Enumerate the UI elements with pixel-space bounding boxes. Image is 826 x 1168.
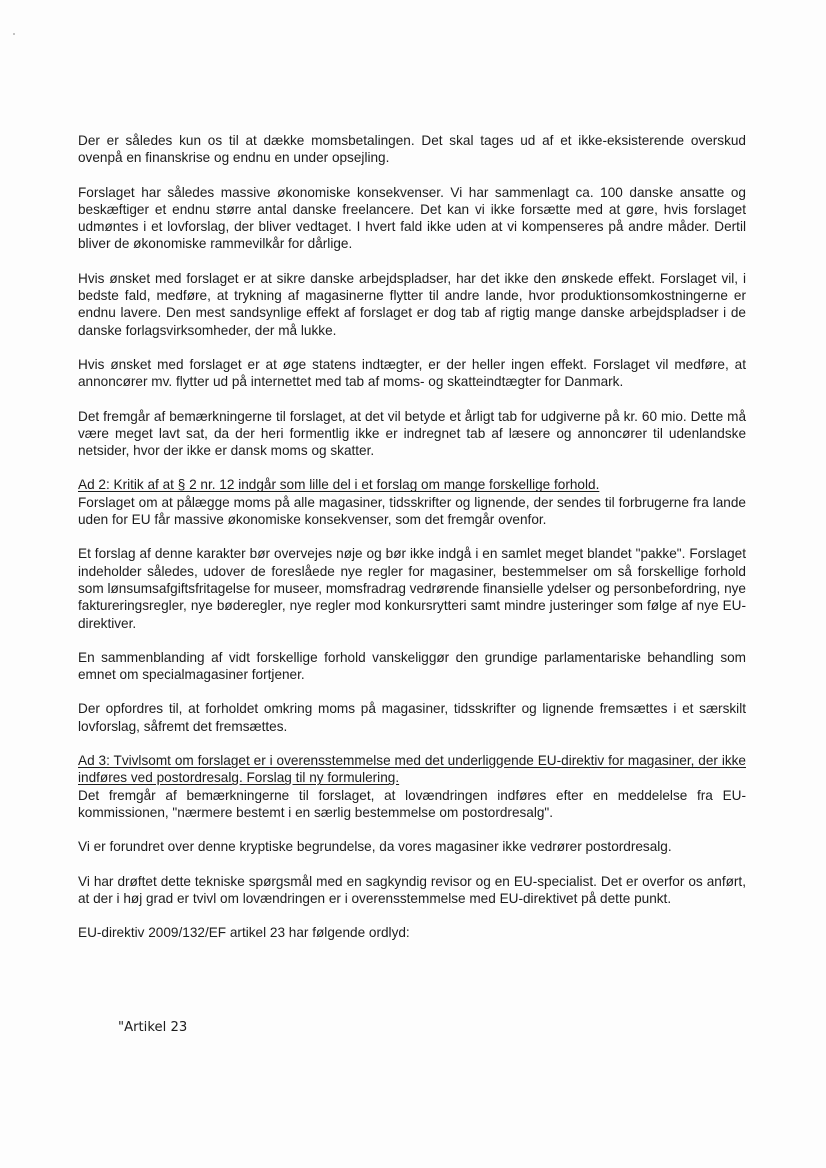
paragraph-sammenblanding: En sammenblanding af vidt forskellige forhold vanskeliggør den grundige parlamentariske behandling som emnet om specialmagasiner fortjener. xyxy=(78,649,746,683)
paragraph-aarligt-tab: Det fremgår af bemærkningerne til forslaget, at det vil betyde et årligt tab for udgiverne på kr. 60 mio. Dette må være meget lavt sat, da der heri formentlig ikke er indregnet tab af læsere og annoncører til udenlandske netsider, hvor der ikke er dansk moms og skatter. xyxy=(78,408,746,459)
paragraph-momsbetaling: Der er således kun os til at dække momsbetalingen. Det skal tages ud af et ikke-eksisterende overskud ovenpå en finanskrise og endnu en under opsejling. xyxy=(78,133,746,166)
quote-artikel: "Artikel 23 xyxy=(118,1020,188,1035)
paragraph-samlet-pakke: Et forslag af denne karakter bør overvejes nøje og bør ikke indgå i en samlet meget blandet "pakke". Forslaget indeholder således, udover de foreslåede nye regler for magasiner, bestemmelser om så forskellige forhold som lønsumsafgiftsfritagelse for museer, momsfradrag vedrørende finansielle ydelser og personbefordring, nye faktureringsregler, nye bøderegler, nye regler mod konkursrytteri samt mindre justeringer som følge af nye EU-direktiver. xyxy=(78,546,746,631)
paragraph-saerskilt-lovforslag: Der opfordres til, at forholdet omkring moms på magasiner, tidsskrifter og lignende fremsættes i et særskilt lovforslag, såfremt det fremsættes. xyxy=(78,701,746,734)
paragraph-arbejdspladser: Hvis ønsket med forslaget er at sikre danske arbejdspladser, har det ikke den ønskede effekt. Forslaget vil, i bedste fald, medføre, at trykning af magasinerne flytter til andre lande, hvor produktionsomkostningerne er endnu lavere. Den mest sandsynlige effekt af forslaget er dog tab af rigtig mange danske arbejdspladser i de danske forlagsvirksomheder, der må lukke. xyxy=(78,270,746,338)
document-body xyxy=(78,132,746,941)
paragraph-konsekvenser: Forslaget har således massive økonomiske konsekvenser. Vi har sammenlagt ca. 100 danske ansatte og beskæftiger et endnu større antal danske freelancere. Det kan vi ikke forsætte med at gøre, hvis forslaget udmøntes i et lovforslag, der bliver vedtaget. I hvert fald ikke uden at vi kompenseres på andre måder. Dertil bliver de økonomiske rammevilkår for dårlige. xyxy=(78,184,746,252)
section-heading-ad2: Ad 2: Kritik af at § 2 nr. 12 indgår som lille del i et forslag om mange forskellige forhold. xyxy=(78,477,600,493)
paragraph-forundret: Vi er forundret over denne kryptiske begrundelse, da vores magasiner ikke vedrører postordresalg. xyxy=(78,839,672,855)
paragraph-eu-direktiv: EU-direktiv 2009/132/EF artikel 23 har følgende ordlyd: xyxy=(78,925,410,941)
paragraph-paalaegge-moms: Forslaget om at pålægge moms på alle magasiner, tidsskrifter og lignende, der sendes til forbrugerne fra lande uden for EU får massive økonomiske konsekvenser, som det fremgår ovenfor. xyxy=(78,494,746,528)
section-heading-ad3: Ad 3: Tvivlsomt om forslaget er i overensstemmelse med det underliggende EU-direktiv for magasiner, der ikke indføres ved postordresalg. Forslag til ny formulering. xyxy=(78,753,746,786)
paragraph-statens-indtaegter: Hvis ønsket med forslaget er at øge statens indtægter, er der heller ingen effekt. Forslaget vil medføre, at annoncører mv. flytter ud på internettet med tab af moms- og skatteindtægter for Danmark. xyxy=(78,356,746,390)
paragraph-droeftet: Vi har drøftet dette tekniske spørgsmål med en sagkyndig revisor og en EU-specialist. Det er overfor os anført, at der i høj grad er tvivl om lovændringen er i overensstemmelse med EU-direktivet på dette punkt. xyxy=(78,873,746,906)
scan-speck xyxy=(13,33,15,35)
paragraph-eu-kommissionen: Det fremgår af bemærkningerne til forslaget, at lovændringen indføres efter en meddelelse fra EU-kommissionen, "nærmere bestemt i en særlig bestemmelse om postordresalg". xyxy=(78,787,746,820)
